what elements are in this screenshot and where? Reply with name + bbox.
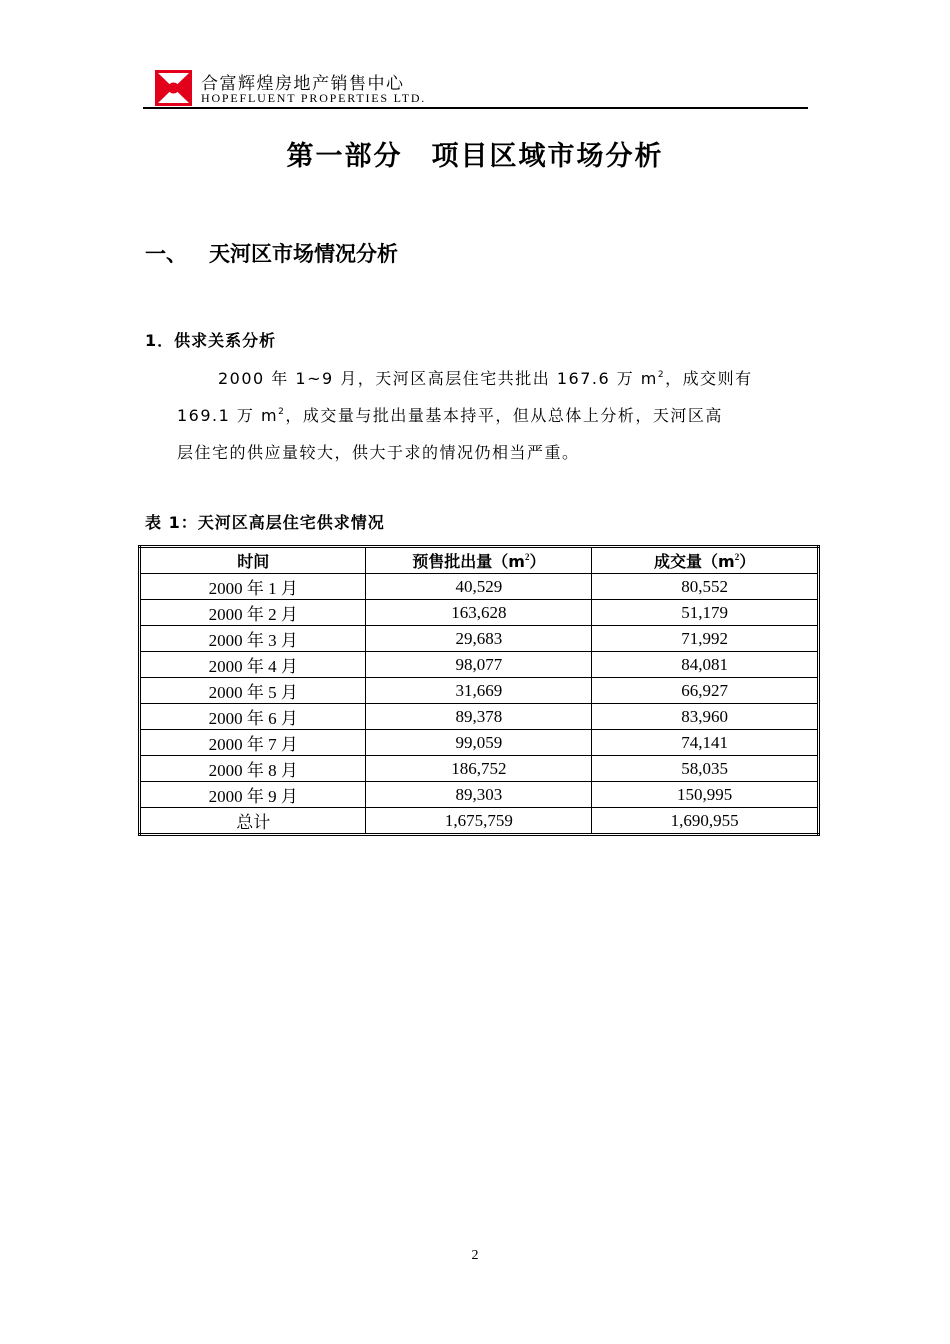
cell-month: 2000 年 9 月: [140, 782, 366, 808]
paragraph-line-3: 层住宅的供应量较大，供大于求的情况仍相当严重。: [177, 443, 580, 462]
table-row: [140, 652, 819, 678]
cell-sold: 58,035: [592, 756, 819, 782]
cell-month: 2000 年 8 月: [140, 756, 366, 782]
cell-month: 2000 年 5 月: [140, 678, 366, 704]
cell-sold: 74,141: [592, 730, 819, 756]
table-row: [140, 626, 819, 652]
cell-month: 2000 年 1 月: [140, 574, 366, 600]
cell-total-presale: 1,675,759: [366, 808, 592, 835]
cell-total-label: 总计: [140, 808, 366, 835]
header-divider: [143, 107, 808, 109]
cell-month: 2000 年 2 月: [140, 600, 366, 626]
table-row: [140, 704, 819, 730]
header-sold: 成交量$(m^2)$: [592, 547, 819, 574]
cell-presale: 99,059: [366, 730, 592, 756]
section-number: 一、: [145, 242, 187, 266]
section-title-text: 天河区市场情况分析: [209, 242, 398, 266]
cell-sold: 83,960: [592, 704, 819, 730]
header-time: 时间: [140, 547, 366, 574]
cell-month: 2000 年 3 月: [140, 626, 366, 652]
company-name-cn: 合富辉煌房地产销售中心: [201, 74, 405, 94]
part-title: 第一部分 项目区域市场分析: [286, 141, 664, 172]
table-row: [140, 574, 819, 600]
cell-presale: 40,529: [366, 574, 592, 600]
paragraph-line-2: 169.1 万 $m^2$，成交量与批出量基本持平，但从总体上分析，天河区高: [177, 406, 723, 425]
page-number: 2: [471, 1248, 479, 1263]
body-paragraph: [177, 360, 809, 471]
subsection-heading: 1．供求关系分析: [145, 331, 277, 350]
table-row: [140, 782, 819, 808]
cell-presale: 98,077: [366, 652, 592, 678]
cell-presale: 89,303: [366, 782, 592, 808]
section-heading: [145, 238, 398, 268]
cell-presale: 186,752: [366, 756, 592, 782]
cell-total-sold: 1,690,955: [592, 808, 819, 835]
company-logo: [155, 70, 192, 106]
supply-demand-table: [138, 545, 820, 836]
page-header: [143, 64, 808, 110]
cell-presale: 163,628: [366, 600, 592, 626]
cell-sold: 71,992: [592, 626, 819, 652]
cell-presale: 89,378: [366, 704, 592, 730]
cell-month: 2000 年 4 月: [140, 652, 366, 678]
company-name-en: HOPEFLUENT PROPERTIES LTD.: [201, 91, 427, 105]
cell-sold: 51,179: [592, 600, 819, 626]
table-row: [140, 756, 819, 782]
cell-month: 2000 年 7 月: [140, 730, 366, 756]
table-total-row: [140, 808, 819, 835]
table-caption: 表 1：天河区高层住宅供求情况: [145, 513, 385, 532]
cell-month: 2000 年 6 月: [140, 704, 366, 730]
cell-presale: 31,669: [366, 678, 592, 704]
cell-sold: 84,081: [592, 652, 819, 678]
cell-sold: 80,552: [592, 574, 819, 600]
table-header-row: [140, 547, 819, 574]
cell-presale: 29,683: [366, 626, 592, 652]
table-row: [140, 600, 819, 626]
table-row: [140, 678, 819, 704]
table-row: [140, 730, 819, 756]
header-presale: 预售批出量$(m^2)$: [366, 547, 592, 574]
cell-sold: 66,927: [592, 678, 819, 704]
cell-sold: 150,995: [592, 782, 819, 808]
paragraph-line-1: 2000 年 1~9 月，天河区高层住宅共批出 167.6 万 $m^2$，成交则有: [218, 369, 753, 388]
